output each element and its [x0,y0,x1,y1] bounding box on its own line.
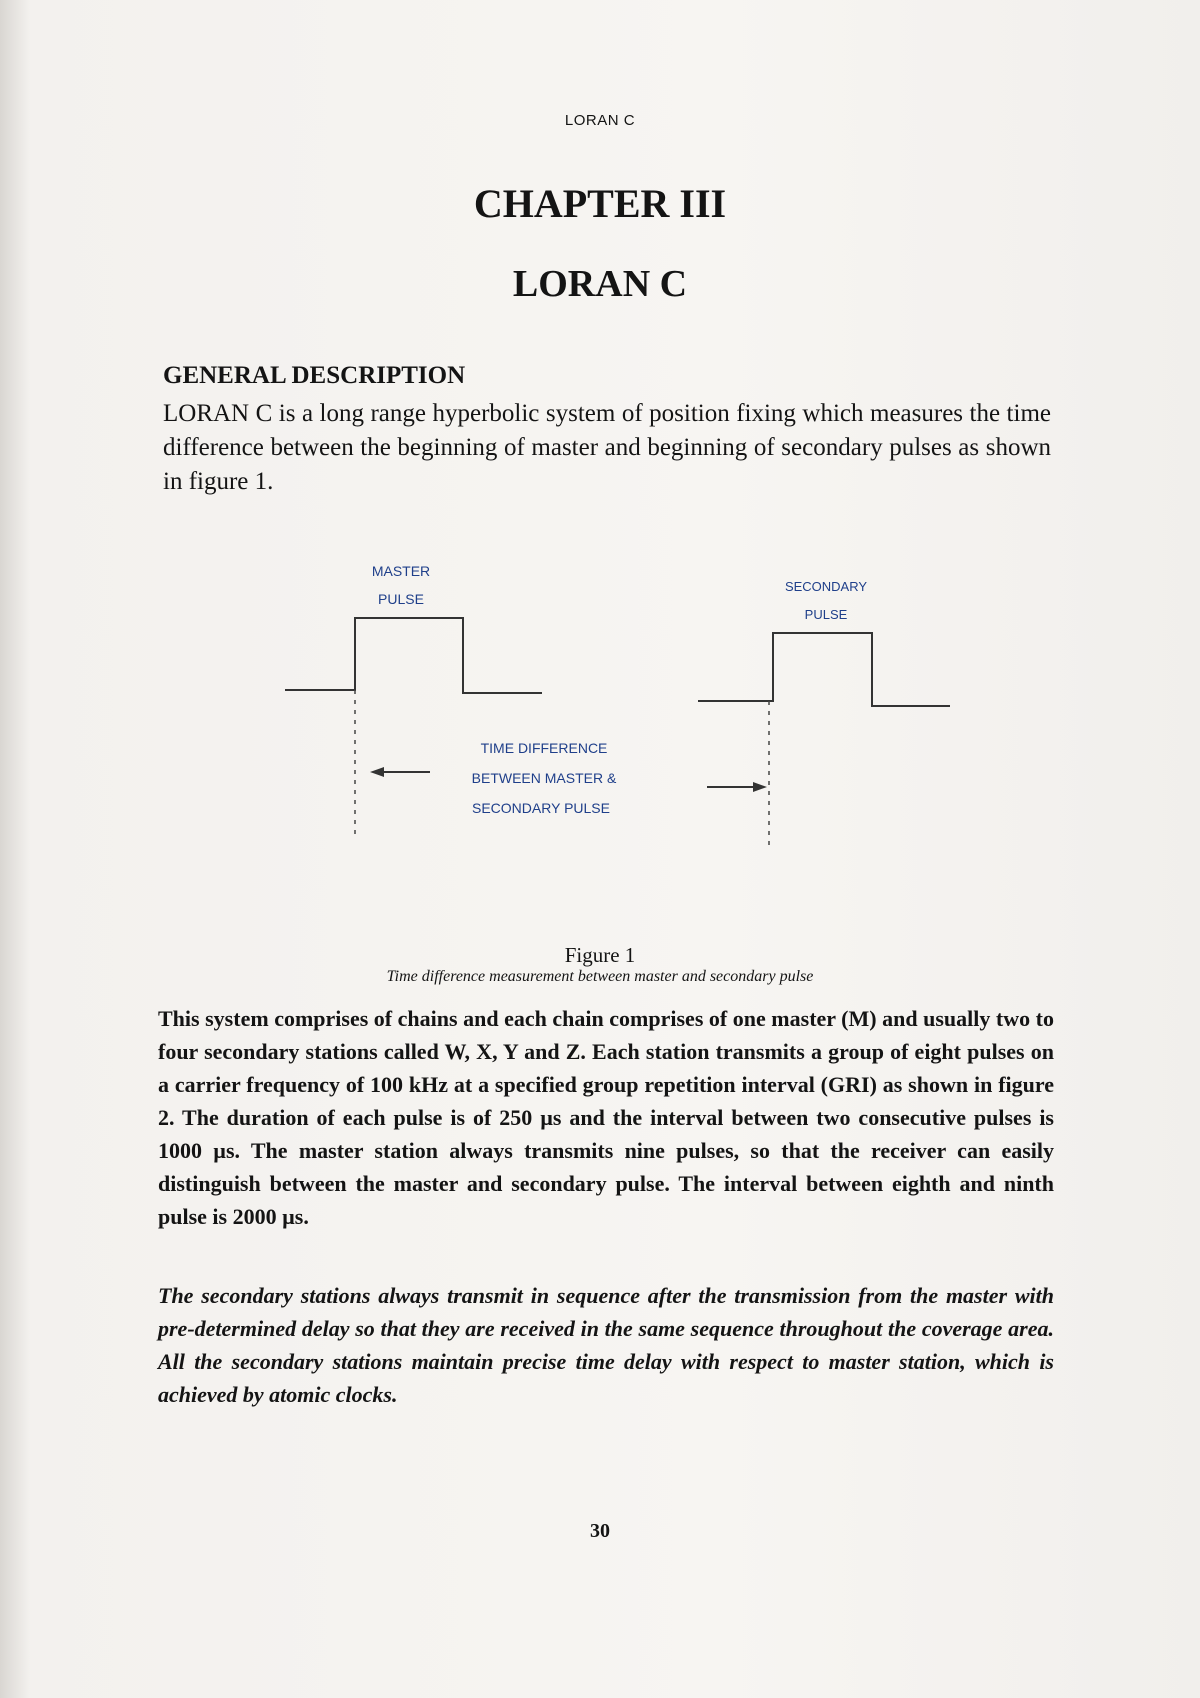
time-difference-line1: TIME DIFFERENCE [480,740,608,756]
pulse-diagram [270,555,950,875]
section-heading: GENERAL DESCRIPTION [163,362,466,389]
right-arrow-head [753,782,767,792]
secondary-label-line1: SECONDARY [784,579,868,594]
page-number: 30 [590,1520,610,1542]
intro-paragraph: LORAN C is a long range hyperbolic system of position fixing which measures the time difference between the beginning of master and beginning of secondary pulses as shown in figure 1. [163,400,1051,495]
left-arrow-head [370,767,384,777]
body-paragraph-secondary: The secondary stations always transmit in sequence after the transmission from the master with pre-determined delay so that they are received in the same sequence throughout the coverage area. All the secondary stations maintain precise time delay with respect to master station, which is achieved by atomic clocks. [158,1283,1054,1407]
secondary-pulse-waveform [698,633,950,706]
secondary-label-line2: PULSE [804,607,848,622]
master-label-line1: MASTER [371,563,431,579]
body-paragraph-chains: This system comprises of chains and each chain comprises of one master (M) and usually two to four secondary stations called W, X, Y and Z. Each station transmits a group of eight pulses on a carrier frequency of 100 kHz at a specified group repetition interval (GRI) as shown in figure 2. The duration of each pulse is of 250 µs and the interval between two consecutive pulses is 1000 µs. The master station always transmits nine pulses, so that the receiver can easily distinguish between the master and secondary pulse. The interval between eighth and ninth pulse is 2000 µs. [158,1006,1054,1229]
figure-subcaption: Time difference measurement between master and secondary pulse [386,968,814,985]
master-pulse-waveform [285,618,542,693]
time-difference-line3: SECONDARY PULSE [472,800,610,816]
chapter-title: LORAN C [512,263,688,305]
chapter-number: CHAPTER III [473,181,727,226]
figure-caption: Figure 1 [564,943,636,967]
running-head: LORAN C [564,112,636,129]
master-label-line2: PULSE [378,591,424,607]
time-difference-line2: BETWEEN MASTER & [471,770,617,786]
